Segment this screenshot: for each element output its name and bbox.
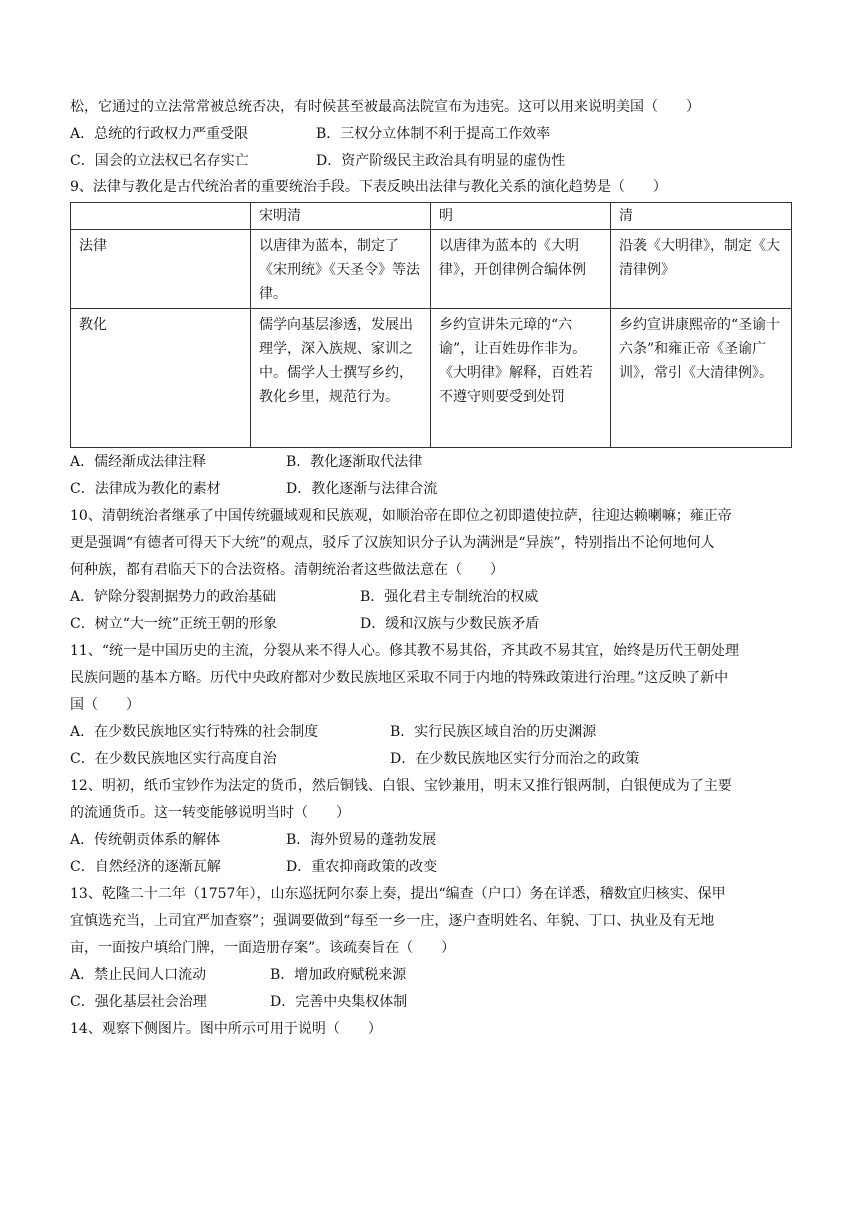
q8-option-d: D．资产阶级民主政治具有明显的虚伪性 (316, 153, 566, 169)
q9-option-c: C．法律成为教化的素材 (70, 481, 221, 497)
table-cell: 以唐律为蓝本，制定了《宋刑统》《天圣令》等法律。 (251, 230, 431, 309)
table-header-cell: 明 (431, 203, 611, 230)
q9-option-b: B．教化逐渐取代法律 (286, 454, 423, 470)
q13-option-d: D．完善中央集权体制 (270, 994, 408, 1010)
q13-option-c: C．强化基层社会治理 (70, 994, 207, 1010)
q11-stem-line: 民族问题的基本方略。历代中央政府都对少数民族地区采取不同于内地的特殊政策进行治理。”这反映了新中 (70, 670, 729, 686)
q13-stem-line: 13、乾隆二十二年（1757年），山东巡抚阿尔泰上奏，提出“编查（户口）务在详悉，稽数宜归核实、保甲 (70, 886, 726, 902)
table-cell: 乡约宣讲朱元璋的“六谕”，让百姓毋作非为。《大明律》解释，百姓若不遵守则要受到处罚 (431, 309, 611, 448)
table-header-row (71, 203, 792, 230)
q11-option-d: D．在少数民族地区实行分而治之的政策 (390, 751, 640, 767)
q10-option-d: D．缓和汉族与少数民族矛盾 (360, 616, 540, 632)
table-cell: 乡约宣讲康熙帝的“圣谕十六条”和雍正帝《圣谕广训》，常引《大清律例》。 (611, 309, 792, 448)
table-cell: 沿袭《大明律》，制定《大清律例》 (611, 230, 792, 309)
q13-stem-line: 亩，一面按户填给门牌，一面造册存案”。该疏奏旨在（ ） (70, 940, 456, 956)
table-header-cell: 宋明清 (251, 203, 431, 230)
q12-stem-line: 的流通货币。这一转变能够说明当时（ ） (70, 805, 350, 821)
q11-option-b: B．实行民族区域自治的历史渊源 (390, 724, 597, 740)
q14-stem: 14、观察下侧图片。图中所示可用于说明（ ） (70, 1021, 382, 1037)
table-cell: 以唐律为蓝本的《大明律》，开创律例合编体例 (431, 230, 611, 309)
q13-option-a: A．禁止民间人口流动 (70, 967, 207, 983)
q10-option-b: B．强化君主专制统治的权威 (360, 589, 539, 605)
q9-option-d: D．教化逐渐与法律合流 (286, 481, 438, 497)
q12-option-d: D．重农抑商政策的改变 (286, 859, 438, 875)
q8-stem: 松，它通过的立法常常被总统否决，有时候甚至被最高法院宣布为违宪。这可以用来说明美国（ ） (70, 99, 700, 115)
q12-option-b: B．海外贸易的蓬勃发展 (286, 832, 437, 848)
q8-option-c: C．国会的立法权已名存实亡 (70, 153, 249, 169)
q11-option-c: C．在少数民族地区实行高度自治 (70, 751, 277, 767)
q10-option-a: A．铲除分裂割据势力的政治基础 (70, 589, 277, 605)
q10-stem-line: 10、清朝统治者继承了中国传统疆域观和民族观，如顺治帝在即位之初即遣使拉萨，往迎达赖喇嘛；雍正帝 (70, 508, 732, 524)
q11-option-a: A．在少数民族地区实行特殊的社会制度 (70, 724, 319, 740)
table-row (71, 309, 792, 448)
q9-stem: 9、法律与教化是古代统治者的重要统治手段。下表反映出法律与教化关系的演化趋势是（ ） (70, 179, 667, 195)
table-header-cell: 清 (611, 203, 792, 230)
q13-option-b: B．增加政府赋税来源 (270, 967, 407, 983)
q12-option-c: C．自然经济的逐渐瓦解 (70, 859, 221, 875)
q8-option-b: B．三权分立体制不利于提高工作效率 (316, 126, 551, 142)
q12-stem-line: 12、明初，纸币宝钞作为法定的货币，然后铜钱、白银、宝钞兼用，明末又推行银两制，白银便成为了主要 (70, 778, 732, 794)
q9-table (70, 202, 792, 448)
q10-stem-line: 何种族，都有君临天下的合法资格。清朝统治者这些做法意在（ ） (70, 562, 504, 578)
table-row (71, 230, 792, 309)
table-header-cell (71, 203, 251, 230)
q10-stem-line: 更是强调“有德者可得天下大统”的观点，驳斥了汉族知识分子认为满洲是“异族”，特别指出不论何地何人 (70, 535, 715, 551)
q12-option-a: A．传统朝贡体系的解体 (70, 832, 221, 848)
q8-option-a: A．总统的行政权力严重受限 (70, 126, 249, 142)
q11-stem-line: 国（ ） (70, 697, 140, 713)
q13-stem-line: 宜慎选充当，上司宜严加查察”；强调要做到“每至一乡一庄，逐户查明姓名、年貌、丁口、执业及有无地 (70, 913, 715, 929)
q9-option-a: A．儒经渐成法律注释 (70, 454, 207, 470)
table-cell: 儒学向基层渗透，发展出理学，深入族规、家训之中。儒学人士撰写乡约，教化乡里，规范行为。 (251, 309, 431, 448)
q11-stem-line: 11、“统一是中国历史的主流，分裂从来不得人心。修其教不易其俗，齐其政不易其宜，始终是历代王朝处理 (70, 643, 739, 659)
table-row-label: 教化 (71, 309, 251, 448)
q10-option-c: C．树立“大一统”正统王朝的形象 (70, 616, 278, 632)
table-row-label: 法律 (71, 230, 251, 309)
